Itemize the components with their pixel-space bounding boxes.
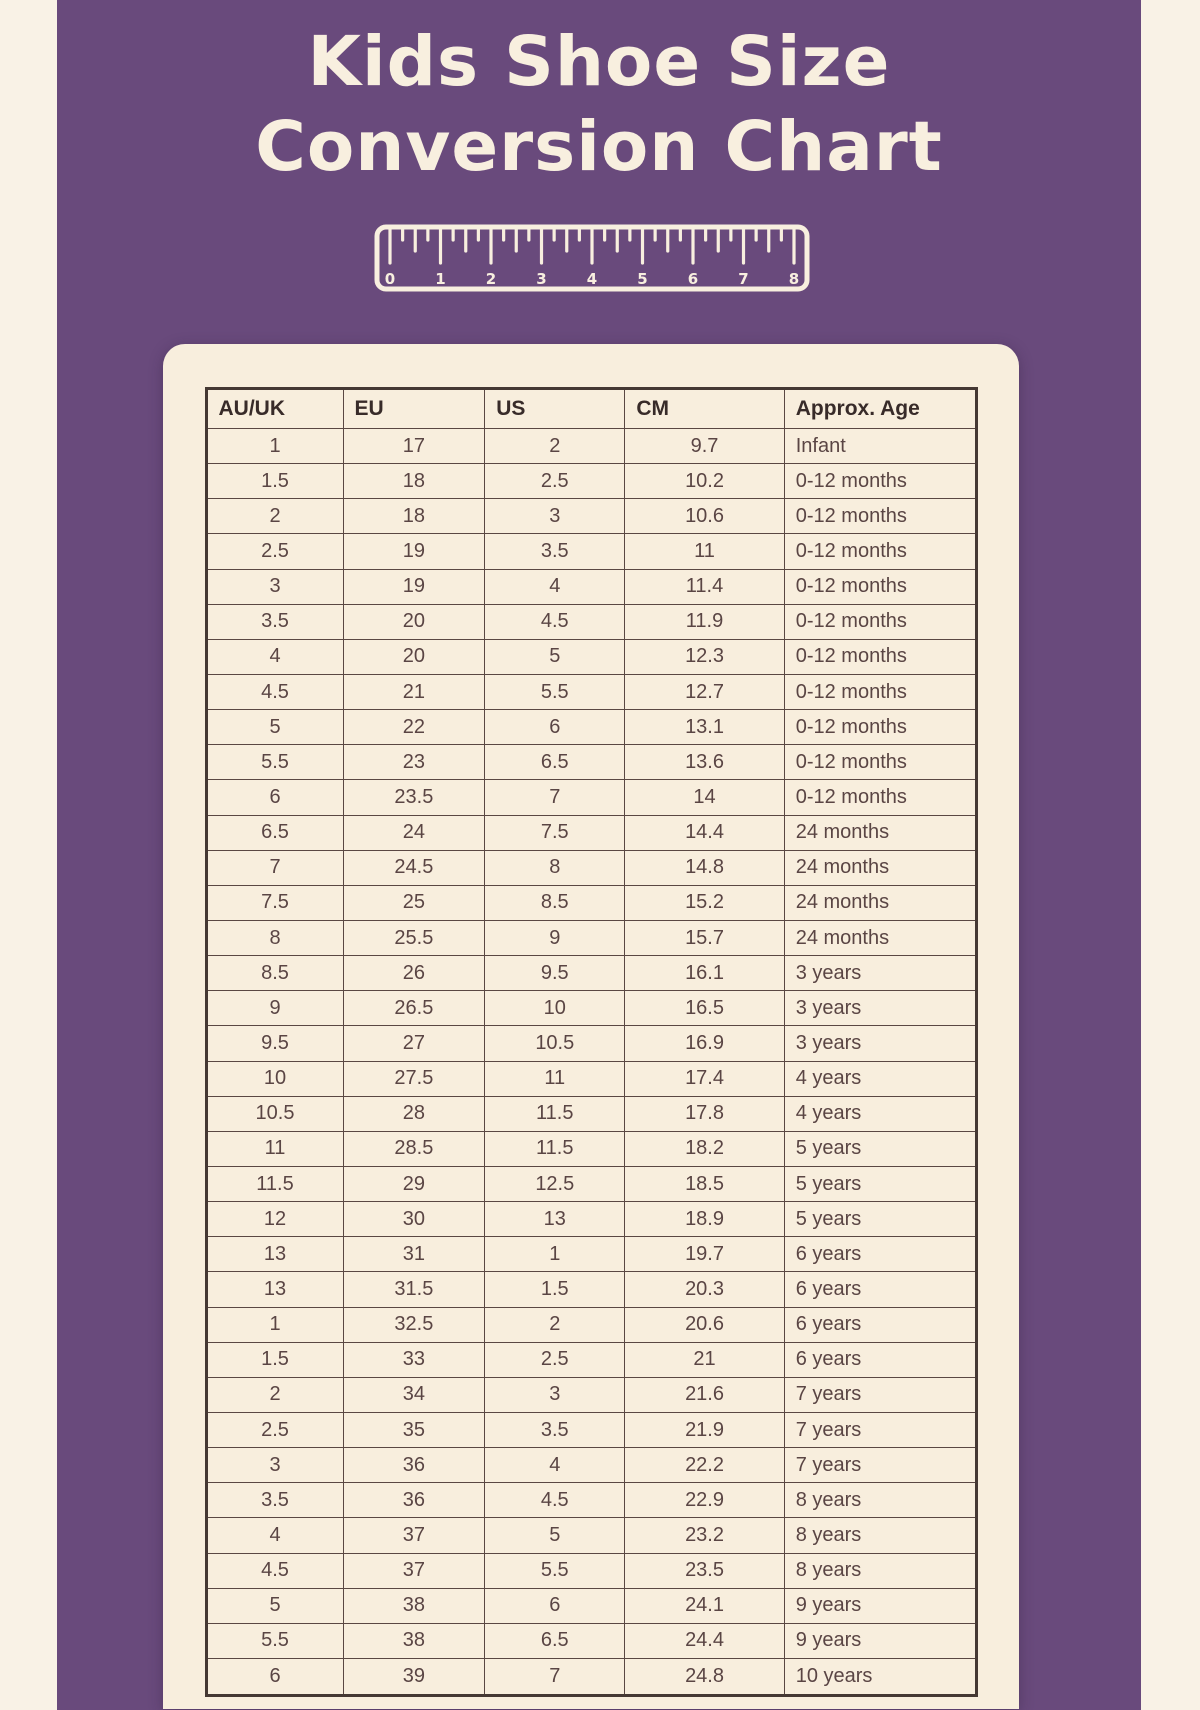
table-row bbox=[206, 920, 976, 955]
page-title bbox=[57, 0, 1141, 190]
size-cell: 28.5 bbox=[343, 1131, 485, 1166]
table-row bbox=[206, 1623, 976, 1658]
table-row bbox=[206, 1307, 976, 1342]
size-cell: 3 bbox=[485, 499, 625, 534]
table-row bbox=[206, 885, 976, 920]
size-cell: 24.4 bbox=[625, 1623, 784, 1658]
size-cell: 2.5 bbox=[485, 464, 625, 499]
size-cell: 1.5 bbox=[485, 1272, 625, 1307]
size-cell: 10 bbox=[485, 991, 625, 1026]
column-header: Approx. Age bbox=[784, 389, 976, 429]
age-cell: 7 years bbox=[784, 1412, 976, 1447]
table-row bbox=[206, 1342, 976, 1377]
size-cell: 19 bbox=[343, 569, 485, 604]
size-cell: 18.5 bbox=[625, 1166, 784, 1201]
table-row bbox=[206, 499, 976, 534]
size-cell: 7.5 bbox=[206, 885, 343, 920]
size-cell: 16.1 bbox=[625, 956, 784, 991]
age-cell: 0-12 months bbox=[784, 604, 976, 639]
age-cell: 8 years bbox=[784, 1483, 976, 1518]
table-row bbox=[206, 710, 976, 745]
size-cell: 37 bbox=[343, 1518, 485, 1553]
table-row bbox=[206, 1483, 976, 1518]
size-cell: 5.5 bbox=[485, 1553, 625, 1588]
size-cell: 7 bbox=[485, 1658, 625, 1695]
age-cell: 0-12 months bbox=[784, 464, 976, 499]
size-cell: 6.5 bbox=[206, 815, 343, 850]
ruler-ticks bbox=[390, 227, 794, 263]
table-row bbox=[206, 1237, 976, 1272]
size-cell: 23 bbox=[343, 745, 485, 780]
table-row bbox=[206, 745, 976, 780]
size-cell: 29 bbox=[343, 1166, 485, 1201]
size-cell: 38 bbox=[343, 1588, 485, 1623]
size-cell: 16.5 bbox=[625, 991, 784, 1026]
table-header-row bbox=[206, 389, 976, 429]
size-cell: 14.4 bbox=[625, 815, 784, 850]
table-body bbox=[206, 429, 976, 1696]
size-cell: 8 bbox=[485, 850, 625, 885]
size-cell: 6 bbox=[206, 780, 343, 815]
size-cell: 20 bbox=[343, 604, 485, 639]
size-cell: 35 bbox=[343, 1412, 485, 1447]
size-cell: 3 bbox=[206, 1448, 343, 1483]
ruler-icon bbox=[374, 218, 810, 294]
page-title-line2: Conversion Chart bbox=[255, 107, 943, 187]
size-cell: 31 bbox=[343, 1237, 485, 1272]
column-header: CM bbox=[625, 389, 784, 429]
table-row bbox=[206, 956, 976, 991]
size-cell: 21 bbox=[625, 1342, 784, 1377]
table-row bbox=[206, 780, 976, 815]
size-cell: 28 bbox=[343, 1096, 485, 1131]
size-cell: 25 bbox=[343, 885, 485, 920]
age-cell: 0-12 months bbox=[784, 710, 976, 745]
age-cell: 0-12 months bbox=[784, 745, 976, 780]
age-cell: 7 years bbox=[784, 1377, 976, 1412]
size-cell: 2 bbox=[206, 1377, 343, 1412]
size-cell: 27.5 bbox=[343, 1061, 485, 1096]
table-row bbox=[206, 991, 976, 1026]
size-cell: 2 bbox=[485, 429, 625, 464]
age-cell: 5 years bbox=[784, 1166, 976, 1201]
table-row bbox=[206, 674, 976, 709]
table-row bbox=[206, 1096, 976, 1131]
age-cell: 4 years bbox=[784, 1096, 976, 1131]
table-row bbox=[206, 1377, 976, 1412]
size-cell: 22.2 bbox=[625, 1448, 784, 1483]
size-cell: 11.5 bbox=[485, 1131, 625, 1166]
size-cell: 26 bbox=[343, 956, 485, 991]
ruler-numbers bbox=[385, 270, 799, 288]
age-cell: 0-12 months bbox=[784, 534, 976, 569]
table-row bbox=[206, 1553, 976, 1588]
size-cell: 36 bbox=[343, 1483, 485, 1518]
size-cell: 24.5 bbox=[343, 850, 485, 885]
age-cell: 9 years bbox=[784, 1623, 976, 1658]
size-cell: 1.5 bbox=[206, 464, 343, 499]
size-cell: 18.2 bbox=[625, 1131, 784, 1166]
size-cell: 5 bbox=[206, 710, 343, 745]
ruler-number: 8 bbox=[788, 270, 800, 288]
size-cell: 37 bbox=[343, 1553, 485, 1588]
ruler-number: 4 bbox=[586, 270, 598, 288]
age-cell: 0-12 months bbox=[784, 639, 976, 674]
size-cell: 25.5 bbox=[343, 920, 485, 955]
size-cell: 12.3 bbox=[625, 639, 784, 674]
size-cell: 4 bbox=[485, 569, 625, 604]
age-cell: 24 months bbox=[784, 815, 976, 850]
age-cell: 0-12 months bbox=[784, 674, 976, 709]
size-cell: 4.5 bbox=[206, 1553, 343, 1588]
size-cell: 3 bbox=[485, 1377, 625, 1412]
size-cell: 26.5 bbox=[343, 991, 485, 1026]
ruler-number: 7 bbox=[738, 270, 749, 288]
ruler-number: 3 bbox=[536, 270, 547, 288]
table-row bbox=[206, 850, 976, 885]
size-cell: 19.7 bbox=[625, 1237, 784, 1272]
table-row bbox=[206, 815, 976, 850]
size-cell: 23.2 bbox=[625, 1518, 784, 1553]
table-row bbox=[206, 1412, 976, 1447]
size-cell: 6 bbox=[485, 710, 625, 745]
table-row bbox=[206, 1131, 976, 1166]
size-cell: 18 bbox=[343, 464, 485, 499]
size-cell: 14.8 bbox=[625, 850, 784, 885]
size-cell: 13 bbox=[485, 1202, 625, 1237]
size-cell: 4.5 bbox=[485, 604, 625, 639]
size-cell: 18 bbox=[343, 499, 485, 534]
size-cell: 32.5 bbox=[343, 1307, 485, 1342]
size-cell: 2.5 bbox=[206, 1412, 343, 1447]
size-cell: 13 bbox=[206, 1272, 343, 1307]
size-cell: 33 bbox=[343, 1342, 485, 1377]
size-cell: 38 bbox=[343, 1623, 485, 1658]
size-cell: 24.8 bbox=[625, 1658, 784, 1695]
ruler-number: 5 bbox=[637, 270, 648, 288]
age-cell: 0-12 months bbox=[784, 780, 976, 815]
age-cell: 8 years bbox=[784, 1553, 976, 1588]
size-cell: 8.5 bbox=[206, 956, 343, 991]
size-cell: 10.6 bbox=[625, 499, 784, 534]
size-cell: 1 bbox=[206, 429, 343, 464]
size-cell: 13 bbox=[206, 1237, 343, 1272]
size-cell: 23.5 bbox=[625, 1553, 784, 1588]
size-cell: 5.5 bbox=[206, 1623, 343, 1658]
size-cell: 7.5 bbox=[485, 815, 625, 850]
size-cell: 34 bbox=[343, 1377, 485, 1412]
size-cell: 5.5 bbox=[485, 674, 625, 709]
size-cell: 17.4 bbox=[625, 1061, 784, 1096]
size-cell: 17.8 bbox=[625, 1096, 784, 1131]
size-cell: 5 bbox=[485, 639, 625, 674]
size-cell: 11.5 bbox=[206, 1166, 343, 1201]
size-cell: 5 bbox=[206, 1588, 343, 1623]
age-cell: 3 years bbox=[784, 956, 976, 991]
table-row bbox=[206, 569, 976, 604]
size-cell: 15.2 bbox=[625, 885, 784, 920]
size-cell: 4 bbox=[485, 1448, 625, 1483]
column-header: US bbox=[485, 389, 625, 429]
size-cell: 24 bbox=[343, 815, 485, 850]
table-row bbox=[206, 1166, 976, 1201]
age-cell: 5 years bbox=[784, 1202, 976, 1237]
ruler-number: 6 bbox=[687, 270, 699, 288]
table-row bbox=[206, 1061, 976, 1096]
age-cell: 9 years bbox=[784, 1588, 976, 1623]
size-cell: 24.1 bbox=[625, 1588, 784, 1623]
size-cell: 16.9 bbox=[625, 1026, 784, 1061]
size-cell: 11.5 bbox=[485, 1096, 625, 1131]
size-cell: 13.1 bbox=[625, 710, 784, 745]
size-cell: 1 bbox=[485, 1237, 625, 1272]
ruler-number: 0 bbox=[384, 270, 396, 288]
size-cell: 15.7 bbox=[625, 920, 784, 955]
size-cell: 3.5 bbox=[485, 534, 625, 569]
table-card bbox=[163, 344, 1019, 1709]
table-row bbox=[206, 604, 976, 639]
age-cell: 4 years bbox=[784, 1061, 976, 1096]
size-cell: 11 bbox=[206, 1131, 343, 1166]
table-row bbox=[206, 1026, 976, 1061]
age-cell: 8 years bbox=[784, 1518, 976, 1553]
ruler-number: 2 bbox=[485, 270, 497, 288]
ruler-number: 1 bbox=[435, 270, 446, 288]
age-cell: 0-12 months bbox=[784, 569, 976, 604]
size-cell: 22.9 bbox=[625, 1483, 784, 1518]
size-cell: 22 bbox=[343, 710, 485, 745]
size-cell: 2 bbox=[485, 1307, 625, 1342]
table-row bbox=[206, 429, 976, 464]
table-row bbox=[206, 1588, 976, 1623]
size-cell: 11 bbox=[485, 1061, 625, 1096]
size-cell: 1.5 bbox=[206, 1342, 343, 1377]
size-cell: 9 bbox=[485, 920, 625, 955]
table-row bbox=[206, 1202, 976, 1237]
size-cell: 4 bbox=[206, 639, 343, 674]
size-cell: 4.5 bbox=[485, 1483, 625, 1518]
age-cell: Infant bbox=[784, 429, 976, 464]
column-header: EU bbox=[343, 389, 485, 429]
purple-panel bbox=[57, 0, 1141, 1710]
age-cell: 24 months bbox=[784, 920, 976, 955]
size-cell: 6.5 bbox=[485, 745, 625, 780]
age-cell: 24 months bbox=[784, 885, 976, 920]
size-cell: 21.6 bbox=[625, 1377, 784, 1412]
page-title-line1: Kids Shoe Size bbox=[307, 22, 891, 102]
size-cell: 21.9 bbox=[625, 1412, 784, 1447]
column-header: AU/UK bbox=[206, 389, 343, 429]
table-row bbox=[206, 534, 976, 569]
age-cell: 0-12 months bbox=[784, 499, 976, 534]
size-cell: 20 bbox=[343, 639, 485, 674]
size-cell: 12.7 bbox=[625, 674, 784, 709]
size-cell: 2.5 bbox=[485, 1342, 625, 1377]
age-cell: 3 years bbox=[784, 1026, 976, 1061]
size-cell: 3 bbox=[206, 569, 343, 604]
size-cell: 18.9 bbox=[625, 1202, 784, 1237]
size-cell: 17 bbox=[343, 429, 485, 464]
size-cell: 5.5 bbox=[206, 745, 343, 780]
size-cell: 9.7 bbox=[625, 429, 784, 464]
age-cell: 6 years bbox=[784, 1307, 976, 1342]
size-cell: 27 bbox=[343, 1026, 485, 1061]
size-cell: 6.5 bbox=[485, 1623, 625, 1658]
size-cell: 3.5 bbox=[485, 1412, 625, 1447]
size-cell: 10.5 bbox=[485, 1026, 625, 1061]
size-cell: 10.5 bbox=[206, 1096, 343, 1131]
size-cell: 11.4 bbox=[625, 569, 784, 604]
age-cell: 6 years bbox=[784, 1272, 976, 1307]
conversion-table bbox=[205, 387, 978, 1697]
size-cell: 30 bbox=[343, 1202, 485, 1237]
age-cell: 5 years bbox=[784, 1131, 976, 1166]
size-cell: 8 bbox=[206, 920, 343, 955]
size-cell: 7 bbox=[485, 780, 625, 815]
age-cell: 10 years bbox=[784, 1658, 976, 1695]
age-cell: 6 years bbox=[784, 1237, 976, 1272]
size-cell: 5 bbox=[485, 1518, 625, 1553]
size-cell: 12.5 bbox=[485, 1166, 625, 1201]
size-cell: 2 bbox=[206, 499, 343, 534]
size-cell: 20.6 bbox=[625, 1307, 784, 1342]
size-cell: 3.5 bbox=[206, 1483, 343, 1518]
size-cell: 4.5 bbox=[206, 674, 343, 709]
size-cell: 8.5 bbox=[485, 885, 625, 920]
size-cell: 4 bbox=[206, 1518, 343, 1553]
size-cell: 14 bbox=[625, 780, 784, 815]
table-row bbox=[206, 1272, 976, 1307]
table-row bbox=[206, 1658, 976, 1695]
table-row bbox=[206, 1448, 976, 1483]
size-cell: 1 bbox=[206, 1307, 343, 1342]
size-cell: 10 bbox=[206, 1061, 343, 1096]
age-cell: 24 months bbox=[784, 850, 976, 885]
size-cell: 13.6 bbox=[625, 745, 784, 780]
size-cell: 21 bbox=[343, 674, 485, 709]
table-row bbox=[206, 639, 976, 674]
age-cell: 6 years bbox=[784, 1342, 976, 1377]
age-cell: 3 years bbox=[784, 991, 976, 1026]
table-row bbox=[206, 1518, 976, 1553]
size-cell: 19 bbox=[343, 534, 485, 569]
table-row bbox=[206, 464, 976, 499]
size-cell: 6 bbox=[206, 1658, 343, 1695]
size-cell: 9.5 bbox=[485, 956, 625, 991]
size-cell: 23.5 bbox=[343, 780, 485, 815]
size-cell: 9 bbox=[206, 991, 343, 1026]
size-cell: 3.5 bbox=[206, 604, 343, 639]
size-cell: 6 bbox=[485, 1588, 625, 1623]
size-cell: 11 bbox=[625, 534, 784, 569]
size-cell: 36 bbox=[343, 1448, 485, 1483]
size-cell: 31.5 bbox=[343, 1272, 485, 1307]
size-cell: 20.3 bbox=[625, 1272, 784, 1307]
size-cell: 2.5 bbox=[206, 534, 343, 569]
size-cell: 12 bbox=[206, 1202, 343, 1237]
size-cell: 9.5 bbox=[206, 1026, 343, 1061]
size-cell: 11.9 bbox=[625, 604, 784, 639]
size-cell: 10.2 bbox=[625, 464, 784, 499]
age-cell: 7 years bbox=[784, 1448, 976, 1483]
size-cell: 39 bbox=[343, 1658, 485, 1695]
size-cell: 7 bbox=[206, 850, 343, 885]
